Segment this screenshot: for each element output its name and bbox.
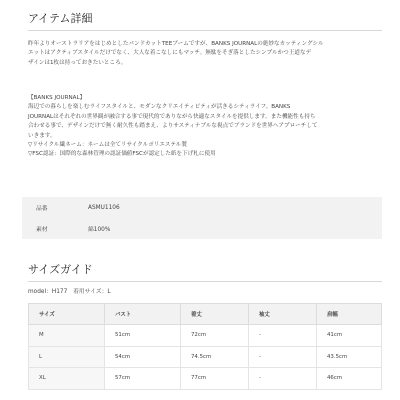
length-cell: 77cm (181, 368, 249, 390)
spec-label: 品番 (36, 206, 48, 212)
spec-label: 素材 (36, 227, 48, 233)
intro-line: 昨年よりオーストラリアをはじめとしたバンドカットTEEブームですが、BANKS JOURNALの絶妙なカッティングシル (28, 41, 324, 47)
intro-line: エットはアクティブスタイルだけでなく、大人な着こなしにもマッチ。無駄をそぎ落としたシンプルかつ王道なデ (28, 50, 312, 57)
size-table (28, 303, 382, 390)
brand-line: 【BANKS JOURNAL】 (28, 95, 86, 101)
spec-value: 綿100% (88, 227, 111, 233)
spec-value: ASMU1106 (88, 204, 120, 211)
sleeve-cell: - (249, 325, 317, 347)
table-row (29, 346, 382, 368)
column-header: バスト (105, 304, 181, 325)
shoulder-cell: 46cm (317, 368, 382, 390)
brand-line: ▽リサイクル繊ネーム：ネームは全てリサイクルポリエステル製 (28, 142, 187, 149)
brand-paragraph (28, 94, 384, 160)
shoulder-cell: 43.5cm (317, 346, 382, 368)
model-info: model：H177 着用サイズ：L (28, 289, 111, 295)
spec-table (22, 197, 382, 239)
column-header: 肩幅 (317, 304, 382, 325)
size-guide-heading: サイズガイド (28, 263, 93, 276)
brand-line: 海辺での暮らしを楽しむライフスタイルと、モダンなクリエイティビティが活きるシティライフ。BANKS (28, 104, 291, 111)
bust-cell: 57cm (105, 368, 181, 390)
spec-row-material (22, 218, 382, 239)
brand-line: JOURNALはそれぞれの世界観が融合する事で現代的でありながら快適なスタイルを提供します。また機能性も持ち (28, 113, 316, 120)
table-row (29, 325, 382, 347)
shoulder-cell: 41cm (317, 325, 382, 347)
intro-line: ザインは1枚は持っておきたいところ。 (28, 59, 127, 66)
brand-line: 合わせる事で、デザインだけで無く耐久性も踏まえ、よりサスティナブルな視点でブランドを世界へアプローチして (28, 123, 318, 130)
column-header: サイズ (29, 304, 105, 325)
sleeve-cell: - (249, 346, 317, 368)
spec-row-product-number (22, 197, 382, 218)
length-cell: 74.5cm (181, 346, 249, 368)
table-row (29, 368, 382, 390)
column-header: 着丈 (181, 304, 249, 325)
size-cell: XL (29, 368, 105, 390)
size-cell: M (29, 325, 105, 347)
length-cell: 72cm (181, 325, 249, 347)
item-detail-divider (28, 30, 382, 31)
bust-cell: 51cm (105, 325, 181, 347)
item-detail-heading: アイテム詳細 (28, 12, 93, 25)
brand-line: いきます。 (28, 132, 56, 139)
column-header: 袖丈 (249, 304, 317, 325)
size-table-header (29, 304, 382, 325)
size-guide-divider (28, 281, 382, 282)
sleeve-cell: - (249, 368, 317, 390)
bust-cell: 54cm (105, 346, 181, 368)
intro-paragraph (28, 40, 384, 68)
brand-line: ▽FSC認証：国際的な森林管理の認証価値FSCが認定した紙を下げ札に使用 (28, 151, 216, 158)
size-cell: L (29, 346, 105, 368)
